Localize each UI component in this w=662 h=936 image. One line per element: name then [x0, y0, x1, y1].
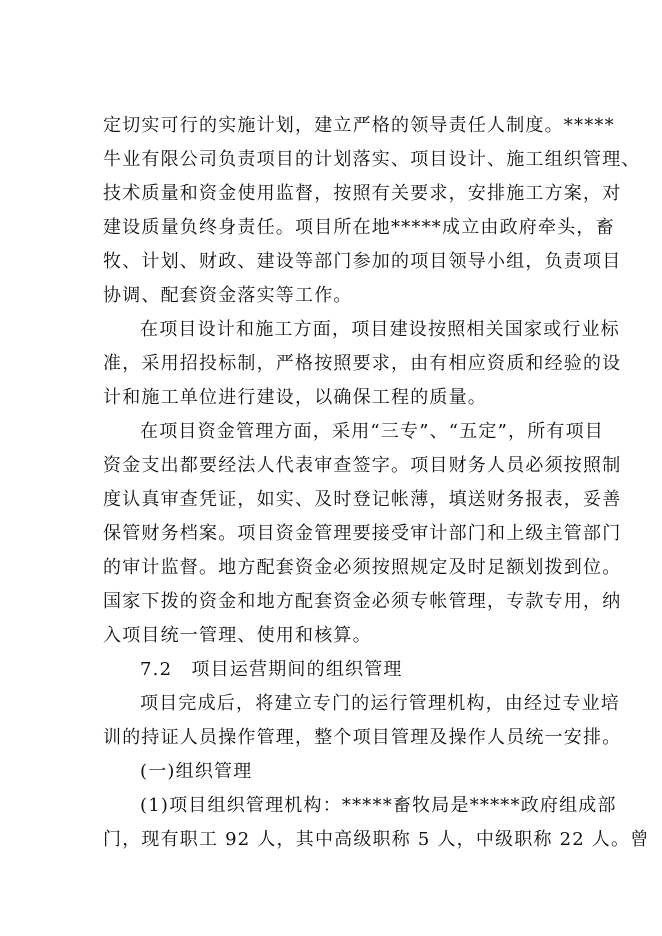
paragraph-first-line: 在项目设计和施工方面，项目建设按照相关国家或行业标	[140, 319, 620, 340]
text-line: 度认真审查凭证，如实、及时登记帐薄，填送财务报表，妥善	[103, 489, 622, 510]
text-line: 技术质量和资金使用监督，按照有关要求，安排施工方案，对	[103, 183, 622, 204]
paragraph-first-line: (1)项目组织管理机构：*****畜牧局是*****政府组成部	[140, 795, 617, 816]
text-line: 的审计监督。地方配套资金必须按照规定及时足额划拨到位。	[103, 557, 622, 578]
text-line: 国家下拨的资金和地方配套资金必须专帐管理，专款专用，纳	[103, 591, 622, 612]
text-line: 定切实可行的实施计划，建立严格的领导责任人制度。*****	[103, 115, 615, 136]
text-line: 计和施工单位进行建设，以确保工程的质量。	[103, 387, 487, 408]
text-line: 协调、配套资金落实等工作。	[103, 285, 353, 306]
subsection-heading: (一)组织管理	[140, 761, 253, 782]
paragraph-first-line: 项目完成后，将建立专门的运行管理机构，由经过专业培	[140, 693, 620, 714]
text-line: 门，现有职工 92 人，其中高级职称 5 人，中级职称 22 人。曾	[103, 829, 650, 850]
text-line: 准，采用招投标制，严格按照要求，由有相应资质和经验的设	[103, 353, 622, 374]
text-line: 建设质量负终身责任。项目所在地*****成立由政府牵头，畜	[103, 217, 615, 238]
section-heading: 7.2 项目运营期间的组织管理	[140, 659, 403, 680]
text-line: 入项目统一管理、使用和核算。	[103, 625, 372, 646]
text-line: 牛业有限公司负责项目的计划落实、项目设计、施工组织管理、	[103, 149, 641, 170]
text-line: 保管财务档案。项目资金管理要接受审计部门和上级主管部门	[103, 523, 622, 544]
text-line: 资金支出都要经法人代表审查签字。项目财务人员必须按照制	[103, 455, 622, 476]
text-line: 牧、计划、财政、建设等部门参加的项目领导小组，负责项目	[103, 251, 622, 272]
text-line: 训的持证人员操作管理，整个项目管理及操作人员统一安排。	[103, 727, 622, 748]
paragraph-first-line: 在项目资金管理方面，采用“三专”、“五定”，所有项目	[140, 421, 605, 442]
